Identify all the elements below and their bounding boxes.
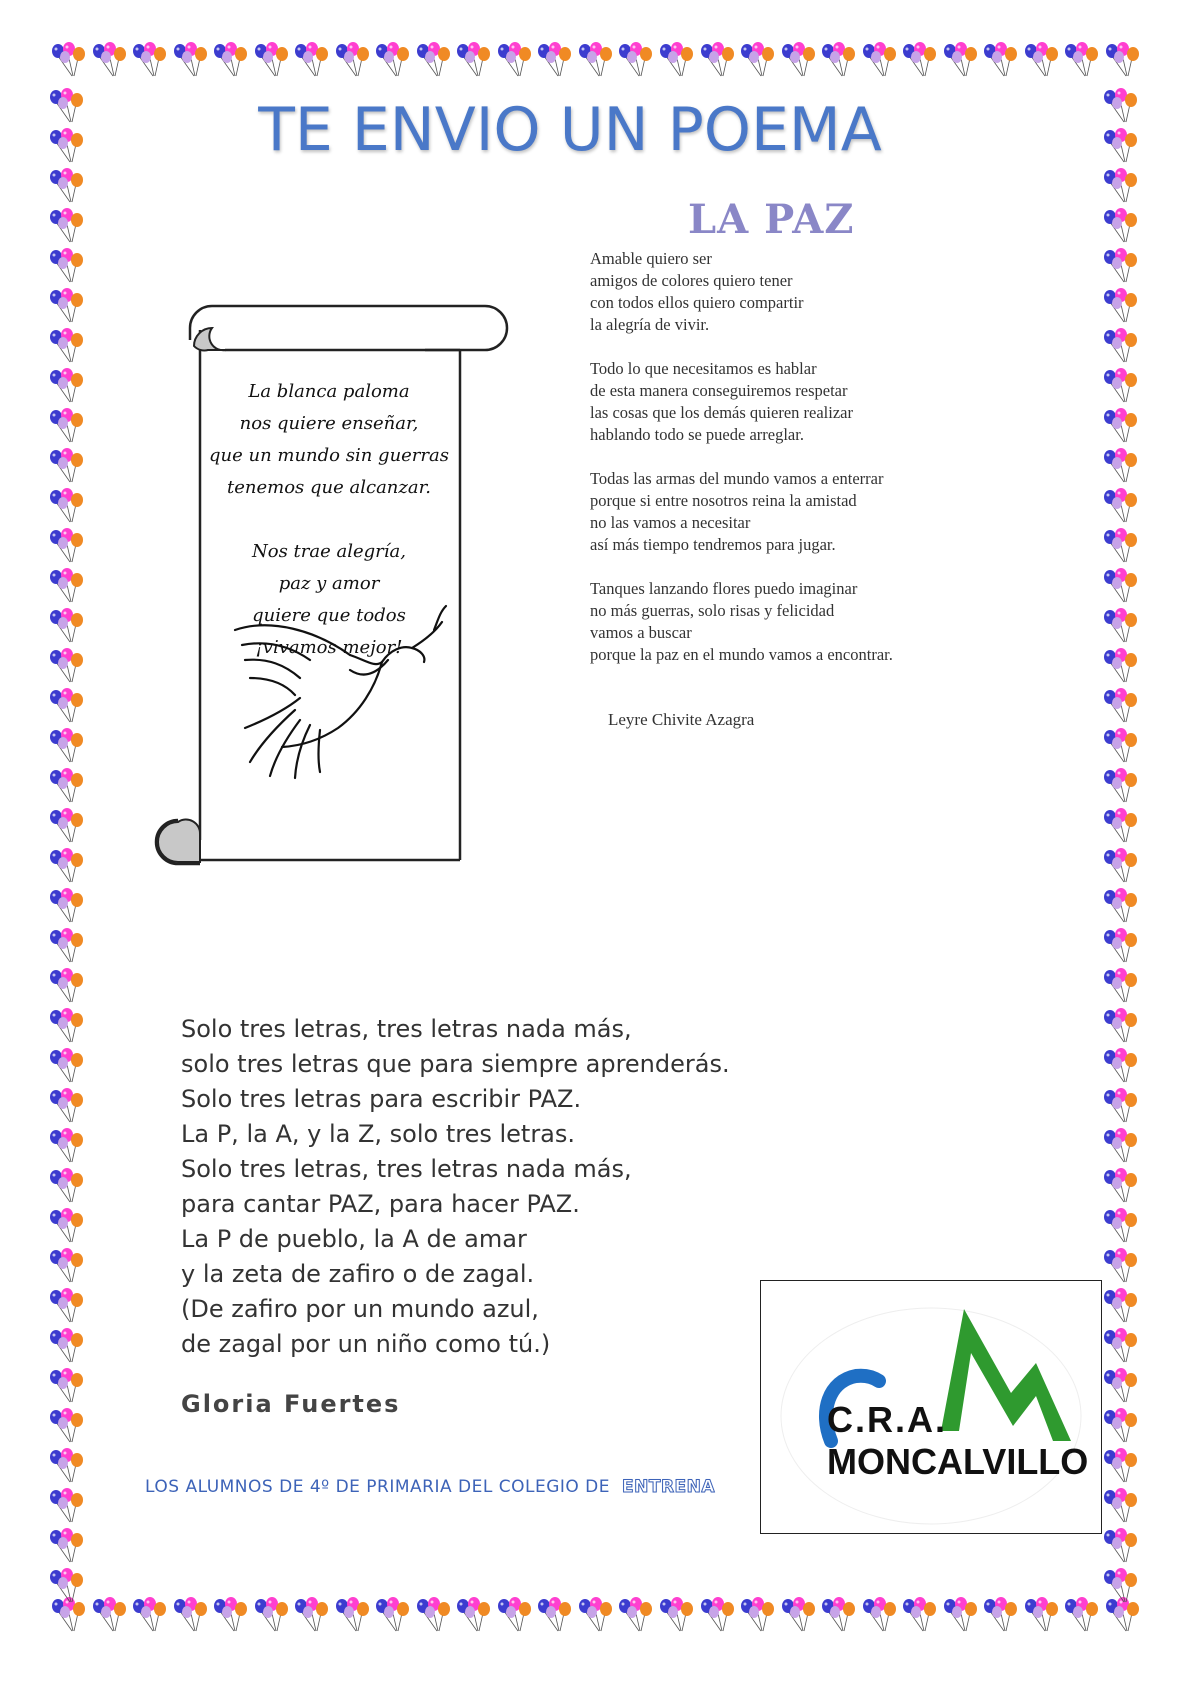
balloon-icon (46, 688, 86, 728)
la-paz-stanza (590, 248, 990, 336)
scroll-poem-line: paz y amor (278, 573, 380, 594)
balloon-icon (46, 1088, 86, 1128)
poem-line: las cosas que los demás quieren realizar (590, 403, 853, 422)
balloon-icon (46, 448, 86, 488)
scroll-poem-line: ¡vivamos mejor! (255, 637, 403, 658)
balloon-icon (1100, 1008, 1140, 1048)
balloon-icon (46, 1008, 86, 1048)
balloon-icon (980, 42, 1020, 82)
balloon-icon (1100, 408, 1140, 448)
balloon-icon (859, 1597, 899, 1637)
balloon-icon (697, 1597, 737, 1637)
balloon-icon (1100, 648, 1140, 688)
balloon-icon (332, 42, 372, 82)
balloon-icon (46, 1048, 86, 1088)
balloon-icon (129, 1597, 169, 1637)
balloon-icon (1100, 1208, 1140, 1248)
balloon-icon (656, 1597, 696, 1637)
balloon-icon (1100, 168, 1140, 208)
la-paz-poem (590, 248, 990, 688)
poem-line: amigos de colores quiero tener (590, 271, 793, 290)
scroll-poem-line: quiere que todos (252, 605, 406, 626)
balloon-icon (1100, 928, 1140, 968)
poem-line: (De zafiro por un mundo azul, (181, 1295, 539, 1323)
balloon-icon (1100, 1328, 1140, 1368)
balloon-icon (859, 42, 899, 82)
balloon-icon (1021, 1597, 1061, 1637)
balloon-icon (1100, 488, 1140, 528)
poem-line: porque la paz en el mundo vamos a encontrar. (590, 645, 893, 664)
balloon-icon (46, 888, 86, 928)
school-logo (760, 1280, 1102, 1534)
poem-line: porque si entre nosotros reina la amistad (590, 491, 857, 510)
balloon-icon (575, 42, 615, 82)
balloon-icon (697, 42, 737, 82)
poem-line: no más guerras, solo risas y felicidad (590, 601, 835, 620)
balloon-icon (1100, 608, 1140, 648)
balloon-icon (1061, 42, 1101, 82)
balloon-icon (453, 42, 493, 82)
balloon-icon (210, 42, 250, 82)
poem-line: Todo lo que necesitamos es hablar (590, 359, 817, 378)
balloon-icon (46, 968, 86, 1008)
balloon-icon (1100, 688, 1140, 728)
scroll-poem-line: nos quiere enseñar, (239, 413, 419, 434)
balloon-icon (170, 42, 210, 82)
poem-line: vamos a buscar (590, 623, 692, 642)
scroll-poem (198, 376, 460, 664)
balloon-icon (1100, 1368, 1140, 1408)
balloon-icon (1100, 888, 1140, 928)
balloon-border-right (1100, 88, 1148, 1595)
poem-line: Solo tres letras, tres letras nada más, (181, 1015, 632, 1043)
poem-line: La P, la A, y la Z, solo tres letras. (181, 1120, 576, 1148)
balloon-icon (940, 1597, 980, 1637)
balloon-icon (332, 1597, 372, 1637)
balloon-icon (1100, 1128, 1140, 1168)
balloon-icon (1100, 88, 1140, 128)
balloon-icon (46, 1288, 86, 1328)
balloon-icon (46, 368, 86, 408)
balloon-icon (1100, 1528, 1140, 1568)
la-paz-stanza (590, 578, 990, 666)
balloon-icon (818, 1597, 858, 1637)
balloon-icon (575, 1597, 615, 1637)
poem-line: de zagal por un niño como tú.) (181, 1330, 551, 1358)
balloon-icon (656, 42, 696, 82)
balloon-icon (372, 42, 412, 82)
balloon-icon (1100, 768, 1140, 808)
balloon-icon (737, 42, 777, 82)
balloon-icon (737, 1597, 777, 1637)
balloon-icon (494, 42, 534, 82)
balloon-icon (46, 928, 86, 968)
balloon-icon (46, 1568, 86, 1608)
balloon-border-bottom (48, 1597, 1142, 1645)
poem-line: Solo tres letras para escribir PAZ. (181, 1085, 582, 1113)
balloon-icon (291, 42, 331, 82)
balloon-icon (46, 1328, 86, 1368)
balloon-icon (46, 1488, 86, 1528)
poem-line: hablando todo se puede arreglar. (590, 425, 804, 444)
balloon-icon (413, 42, 453, 82)
poem-line: así más tiempo tendremos para jugar. (590, 535, 836, 554)
footer-note (145, 1477, 715, 1497)
balloon-icon (46, 808, 86, 848)
balloon-icon (494, 1597, 534, 1637)
balloon-icon (89, 42, 129, 82)
tres-letras-poem (181, 1012, 730, 1362)
balloon-icon (1100, 528, 1140, 568)
poem-line: con todos ellos quiero compartir (590, 293, 804, 312)
balloon-icon (1100, 288, 1140, 328)
poem-line: Todas las armas del mundo vamos a enterrar (590, 469, 884, 488)
poem-line: de esta manera conseguiremos respetar (590, 381, 848, 400)
balloon-icon (1100, 368, 1140, 408)
balloon-icon (46, 128, 86, 168)
scroll-poem-line: La blanca paloma (248, 381, 410, 402)
poem-line: la alegría de vivir. (590, 315, 710, 334)
poem-line: y la zeta de zafiro o de zagal. (181, 1260, 535, 1288)
la-paz-stanza (590, 358, 990, 446)
balloon-icon (1100, 1168, 1140, 1208)
balloon-icon (46, 1208, 86, 1248)
balloon-icon (46, 488, 86, 528)
school-name: ENTRENA (622, 1477, 716, 1497)
la-paz-title: LA PAZ (688, 196, 855, 243)
balloon-icon (1100, 1048, 1140, 1088)
page-title: TE ENVIO UN POEMA (258, 95, 882, 165)
balloon-icon (1100, 1488, 1140, 1528)
scroll-poem-line: Nos trae alegría, (252, 541, 406, 562)
balloon-icon (1100, 568, 1140, 608)
balloon-icon (1100, 328, 1140, 368)
balloon-icon (1100, 808, 1140, 848)
balloon-icon (534, 1597, 574, 1637)
balloon-icon (291, 1597, 331, 1637)
balloon-icon (46, 88, 86, 128)
balloon-icon (899, 1597, 939, 1637)
poem-line: Amable quiero ser (590, 249, 712, 268)
poem-line: Tanques lanzando flores puedo imaginar (590, 579, 858, 598)
balloon-icon (899, 42, 939, 82)
balloon-icon (413, 1597, 453, 1637)
balloon-icon (46, 168, 86, 208)
balloon-icon (89, 1597, 129, 1637)
balloon-icon (1100, 248, 1140, 288)
balloon-icon (170, 1597, 210, 1637)
balloon-icon (778, 42, 818, 82)
balloon-icon (46, 1128, 86, 1168)
balloon-icon (46, 1248, 86, 1288)
balloon-icon (46, 848, 86, 888)
balloon-icon (1021, 42, 1061, 82)
balloon-icon (46, 768, 86, 808)
balloon-icon (1100, 1248, 1140, 1288)
balloon-icon (1100, 448, 1140, 488)
balloon-icon (453, 1597, 493, 1637)
balloon-icon (1100, 728, 1140, 768)
balloon-icon (129, 42, 169, 82)
la-paz-author: Leyre Chivite Azagra (608, 710, 755, 729)
balloon-icon (46, 408, 86, 448)
balloon-border-left (46, 88, 94, 1595)
tres-letras-author: Gloria Fuertes (181, 1390, 401, 1418)
poem-line: La P de pueblo, la A de amar (181, 1225, 527, 1253)
balloon-icon (48, 42, 88, 82)
balloon-icon (940, 42, 980, 82)
balloon-icon (46, 208, 86, 248)
footer-note-text: LOS ALUMNOS DE 4º DE PRIMARIA DEL COLEGIO DE (145, 1477, 611, 1497)
balloon-icon (46, 608, 86, 648)
la-paz-stanza (590, 468, 990, 556)
balloon-icon (1100, 848, 1140, 888)
balloon-icon (46, 328, 86, 368)
balloon-icon (615, 42, 655, 82)
scroll-poem-line: tenemos que alcanzar. (227, 477, 431, 498)
balloon-border-top (48, 42, 1142, 90)
balloon-icon (46, 1448, 86, 1488)
balloon-icon (1100, 1288, 1140, 1328)
logo-line-name: MONCALVILLO (827, 1441, 1089, 1482)
balloon-icon (1102, 42, 1142, 82)
balloon-icon (534, 42, 574, 82)
poem-line: para cantar PAZ, para hacer PAZ. (181, 1190, 580, 1218)
poem-line: solo tres letras que para siempre aprenderás. (181, 1050, 730, 1078)
balloon-icon (1100, 208, 1140, 248)
balloon-icon (1100, 128, 1140, 168)
scroll-poem-line: que un mundo sin guerras (209, 445, 449, 466)
balloon-icon (251, 42, 291, 82)
balloon-icon (46, 528, 86, 568)
poem-line: Solo tres letras, tres letras nada más, (181, 1155, 632, 1183)
balloon-icon (46, 648, 86, 688)
balloon-icon (46, 1368, 86, 1408)
balloon-icon (1100, 1448, 1140, 1488)
balloon-icon (818, 42, 858, 82)
balloon-icon (1100, 1088, 1140, 1128)
balloon-icon (46, 248, 86, 288)
balloon-icon (372, 1597, 412, 1637)
balloon-icon (46, 1408, 86, 1448)
balloon-icon (46, 1168, 86, 1208)
balloon-icon (615, 1597, 655, 1637)
balloon-icon (46, 568, 86, 608)
balloon-icon (1100, 1568, 1140, 1608)
balloon-icon (1100, 968, 1140, 1008)
balloon-icon (46, 728, 86, 768)
balloon-icon (778, 1597, 818, 1637)
balloon-icon (210, 1597, 250, 1637)
balloon-icon (980, 1597, 1020, 1637)
balloon-icon (46, 288, 86, 328)
balloon-icon (1100, 1408, 1140, 1448)
balloon-icon (251, 1597, 291, 1637)
balloon-icon (46, 1528, 86, 1568)
logo-line-cra: C.R.A. (827, 1399, 947, 1440)
balloon-icon (1061, 1597, 1101, 1637)
poem-line: no las vamos a necesitar (590, 513, 751, 532)
